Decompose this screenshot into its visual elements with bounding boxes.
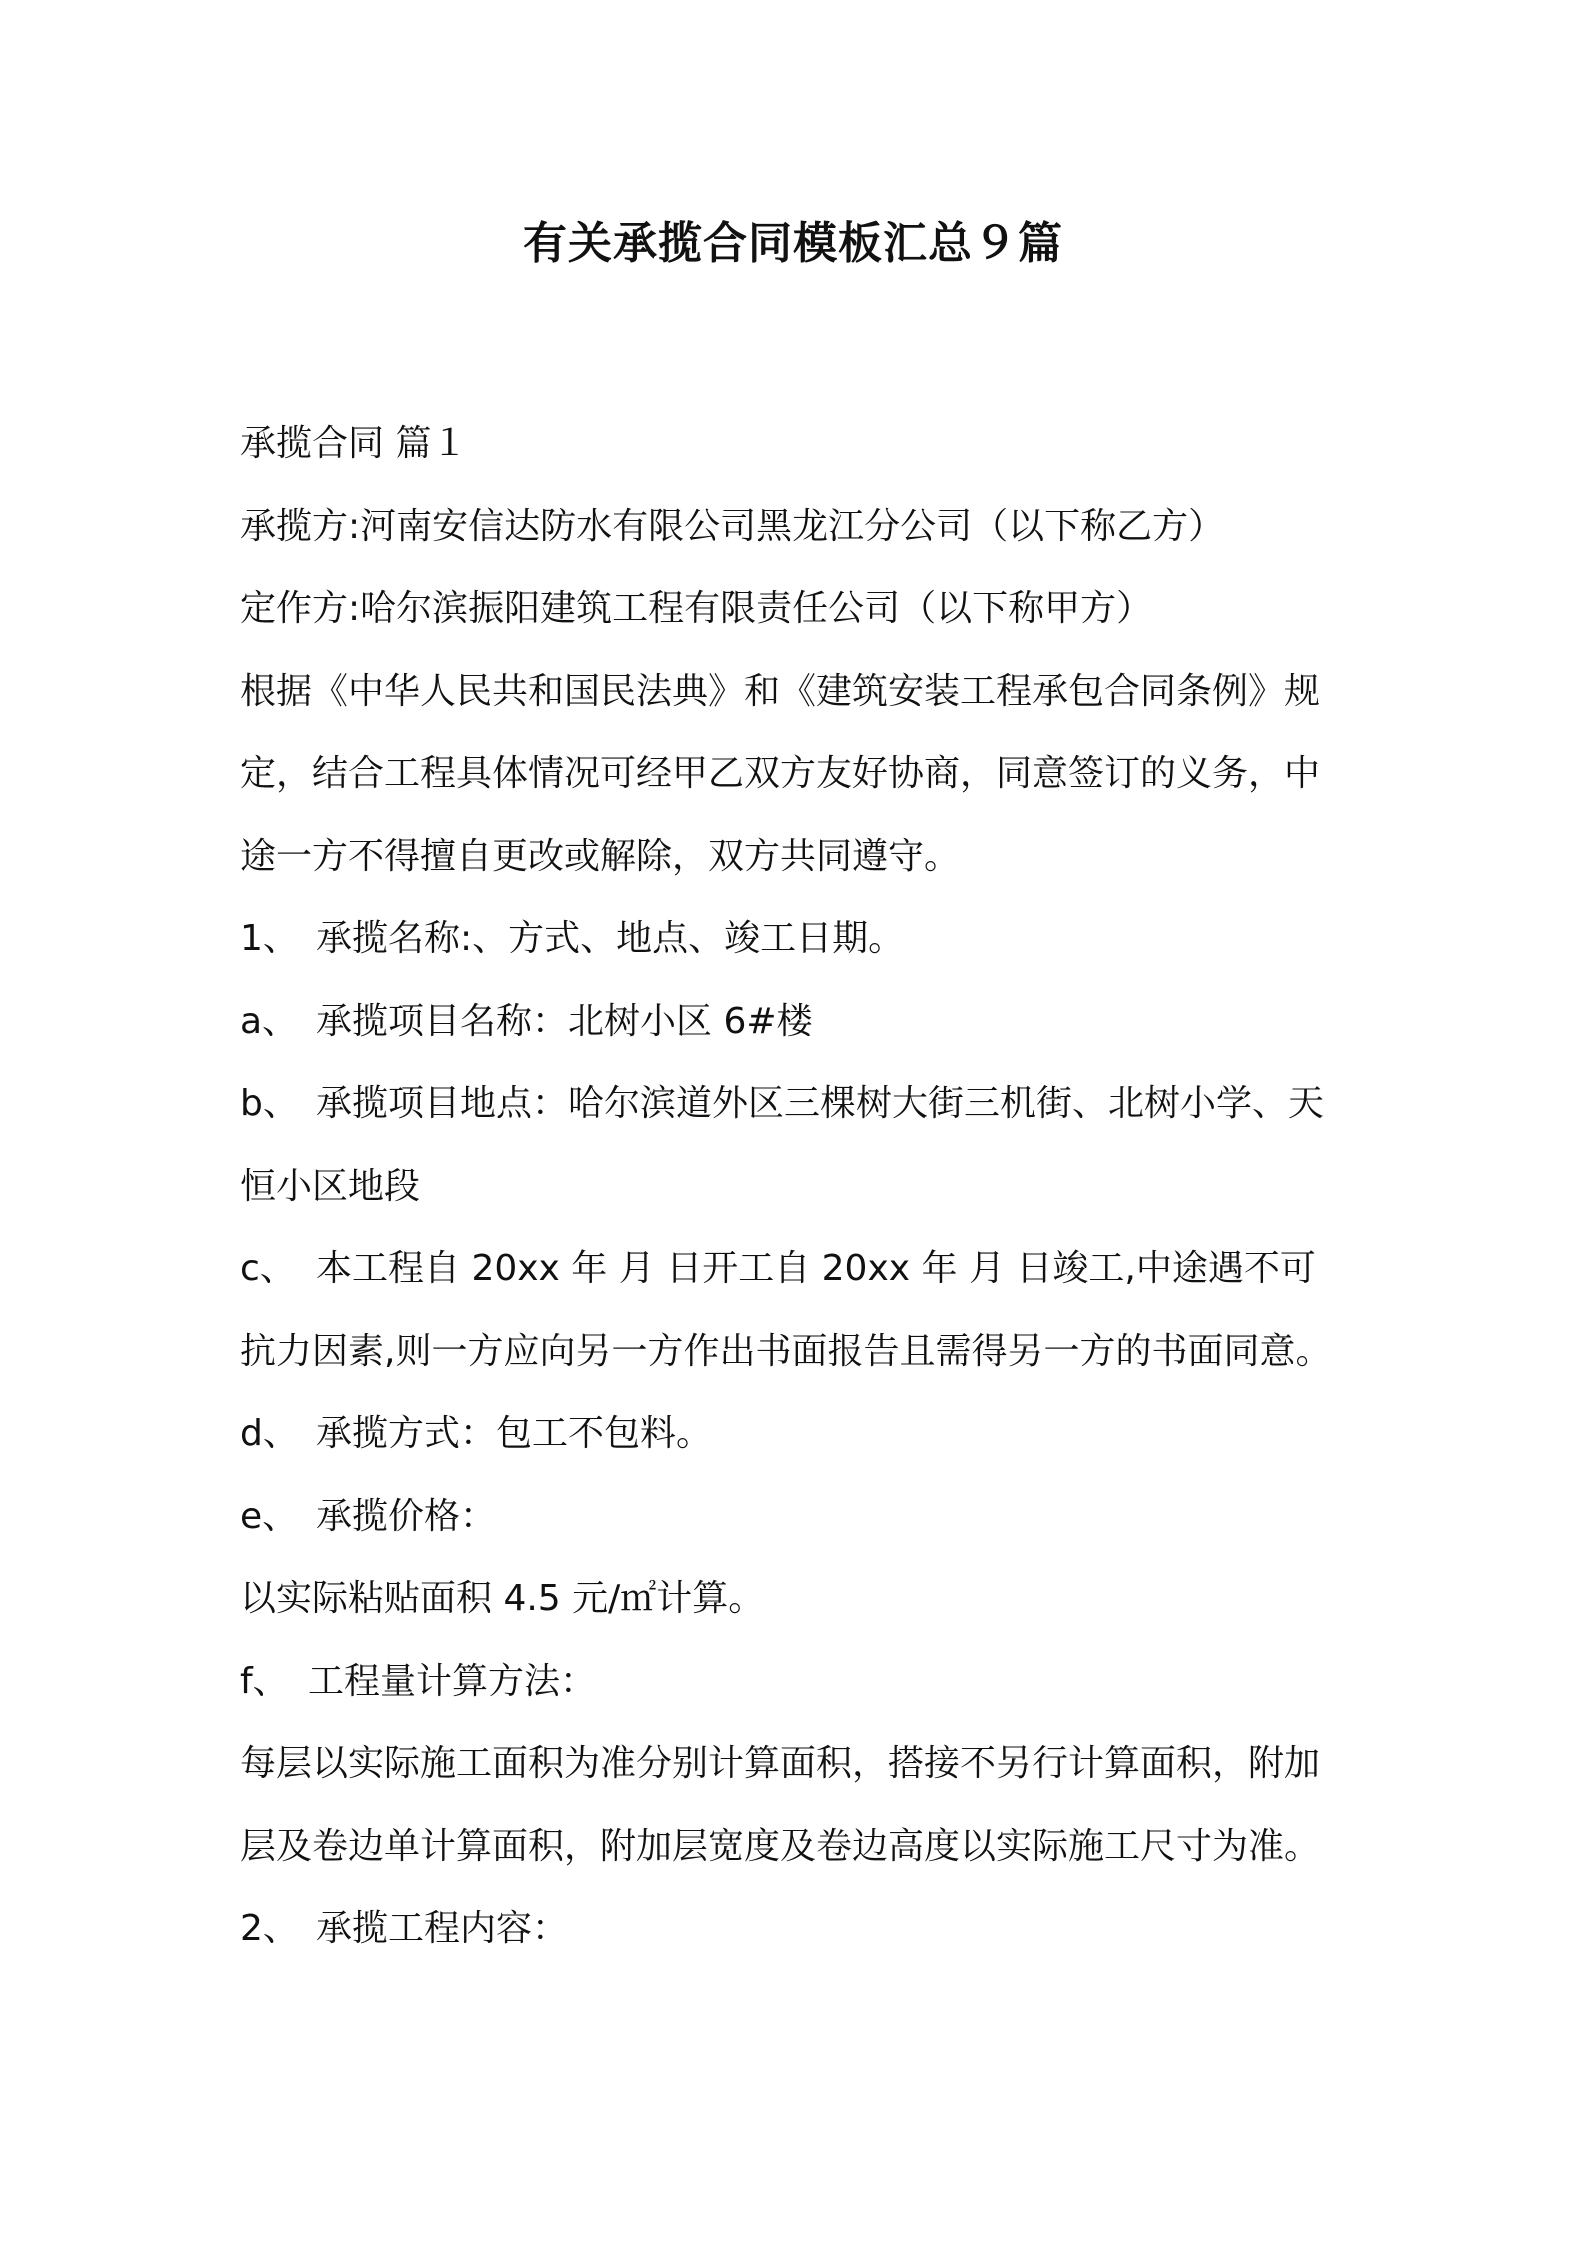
clause-text: 承揽工程内容： xyxy=(316,1908,569,1949)
item-d xyxy=(240,1393,1360,1476)
preamble-line: 定，结合工程具体情况可经甲乙双方友好协商，同意签订的义务，中 xyxy=(240,753,1321,794)
item-c xyxy=(240,1228,1360,1311)
item-a xyxy=(240,981,1360,1064)
item-text: 工程量计算方法： xyxy=(308,1660,597,1702)
item-e xyxy=(240,1476,1360,1559)
item-marker: a、 xyxy=(240,1000,299,1042)
item-f-continuation: 层及卷边单计算面积，附加层宽度及卷边高度以实际施工尺寸为准。 xyxy=(240,1825,1321,1867)
item-b-continuation: 恒小区地段 xyxy=(240,1165,421,1207)
item-marker: f、 xyxy=(240,1660,289,1702)
section-heading: 承揽合同 篇１ xyxy=(240,423,468,464)
item-text: 承揽项目名称：北树小区 6#楼 xyxy=(316,1000,813,1042)
contractor-line: 承揽方:河南安信达防水有限公司黑龙江分公司（以下称乙方） xyxy=(240,505,1225,547)
item-text: 承揽价格： xyxy=(316,1495,497,1537)
clause-1 xyxy=(240,898,1360,981)
clause-2 xyxy=(240,1888,1360,1971)
clause-marker: 1、 xyxy=(240,918,299,959)
document-title: 有关承揽合同模板汇总９篇 xyxy=(523,218,1063,269)
preamble-line: 途一方不得擅自更改或解除，双方共同遵守。 xyxy=(240,835,961,877)
item-b xyxy=(240,1063,1360,1146)
item-e-continuation: 以实际粘贴面积 4.5 元/㎡计算。 xyxy=(240,1578,765,1619)
item-f-continuation: 每层以实际施工面积为准分别计算面积，搭接不另行计算面积，附加 xyxy=(240,1743,1321,1784)
client-line: 定作方:哈尔滨振阳建筑工程有限责任公司（以下称甲方） xyxy=(240,588,1153,629)
item-marker: e、 xyxy=(240,1495,299,1537)
document-body xyxy=(240,403,1360,1971)
item-f xyxy=(240,1641,1360,1724)
item-text: 承揽项目地点：哈尔滨道外区三棵树大街三机街、北树小学、天 xyxy=(316,1083,1325,1124)
preamble-line: 根据《中华人民共和国民法典》和《建筑安装工程承包合同条例》规 xyxy=(240,670,1321,712)
clause-text: 承揽名称:、方式、地点、竣工日期。 xyxy=(316,918,905,959)
clause-marker: 2、 xyxy=(240,1908,299,1949)
item-text: 承揽方式：包工不包料。 xyxy=(316,1413,713,1454)
item-marker: b、 xyxy=(240,1083,299,1124)
item-marker: d、 xyxy=(240,1413,299,1454)
item-text: 本工程自 20xx 年 月 日开工自 20xx 年 月 日竣工,中途遇不可 xyxy=(316,1248,1316,1289)
item-c-continuation: 抗力因素,则一方应向另一方作出书面报告且需得另一方的书面同意。 xyxy=(240,1330,1332,1372)
item-marker: c、 xyxy=(240,1248,296,1289)
